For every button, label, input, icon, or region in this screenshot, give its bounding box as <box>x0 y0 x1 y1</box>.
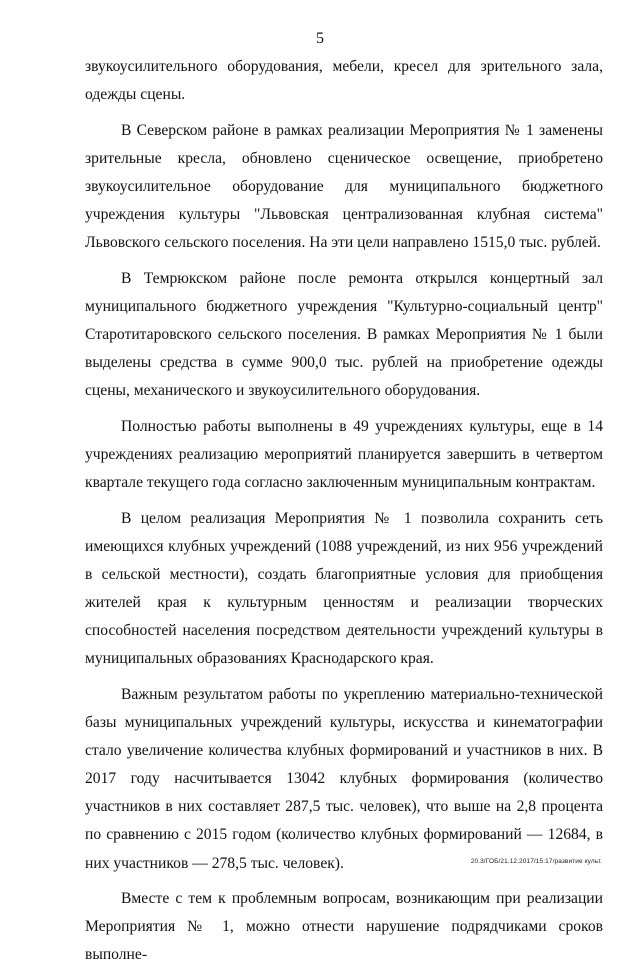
document-body <box>85 53 603 977</box>
paragraph-temryuk-district: В Темрюкском районе после ремонта открылся концертный зал муниципального бюджетного учреждения "Культурно-социальный центр" Старотитаровского сельского поселения. В рамках Мероприятия № 1 были выделены средства в сумме 900,0 тыс. рублей на приобретение одежды сцены, механического и звукоусилительного оборудования. <box>85 269 603 400</box>
paragraph-overall-results: В целом реализация Мероприятия № 1 позволила сохранить сеть имеющихся клубных учреждений (1088 учреждений, из них 956 учреждений в сельской местности), создать благоприятные условия для приобщения жителей края к культурным ценностям и реализации творческих способностей населения посредством деятельности учреждений культуры в муниципальных образованиях Краснодарского края. <box>85 509 603 668</box>
paragraph-seversky-district: В Северском районе в рамках реализации Мероприятия № 1 заменены зрительные кресла, обновлено сценическое освещение, приобретено звукоусилительное оборудование для муниципального бюджетного учреждения культуры "Львовская централизованная клубная система" Львовского сельского поселения. На эти цели направлено 1515,0 тыс. рублей. <box>85 121 603 252</box>
paragraph-works-completed: Полностью работы выполнены в 49 учреждениях культуры, еще в 14 учреждениях реализацию мероприятий планируется завершить в четвертом квартале текущего года согласно заключенным муниципальным контрактам. <box>85 417 603 492</box>
paragraph-problem-issues: Вместе с тем к проблемным вопросам, возникающим при реализации Мероприятия № 1, можно отнести нарушение подрядчиками сроков выполне- <box>85 890 603 964</box>
paragraph-continuation: звукоусилительного оборудования, мебели, кресел для зрительного зала, одежды сцены. <box>85 58 603 104</box>
document-footer-code: 20.3/ГОБ/21.12.2017/15:17/развитие культ. <box>470 858 602 865</box>
page-number: 5 <box>316 30 324 47</box>
paragraph-important-result: Важным результатом работы по укреплению материально-технической базы муниципальных учреждений культуры, искусства и кинематографии стало увеличение количества клубных формирований и участников в них. В 2017 году насчитывается 13042 клубных формирования (количество участников в них составляет 287,5 тыс. человек), что выше на 2,8 процента по сравнению с 2015 годом (количество клубных формирований — 12684, в них участников — 278,5 тыс. человек). <box>85 685 603 872</box>
